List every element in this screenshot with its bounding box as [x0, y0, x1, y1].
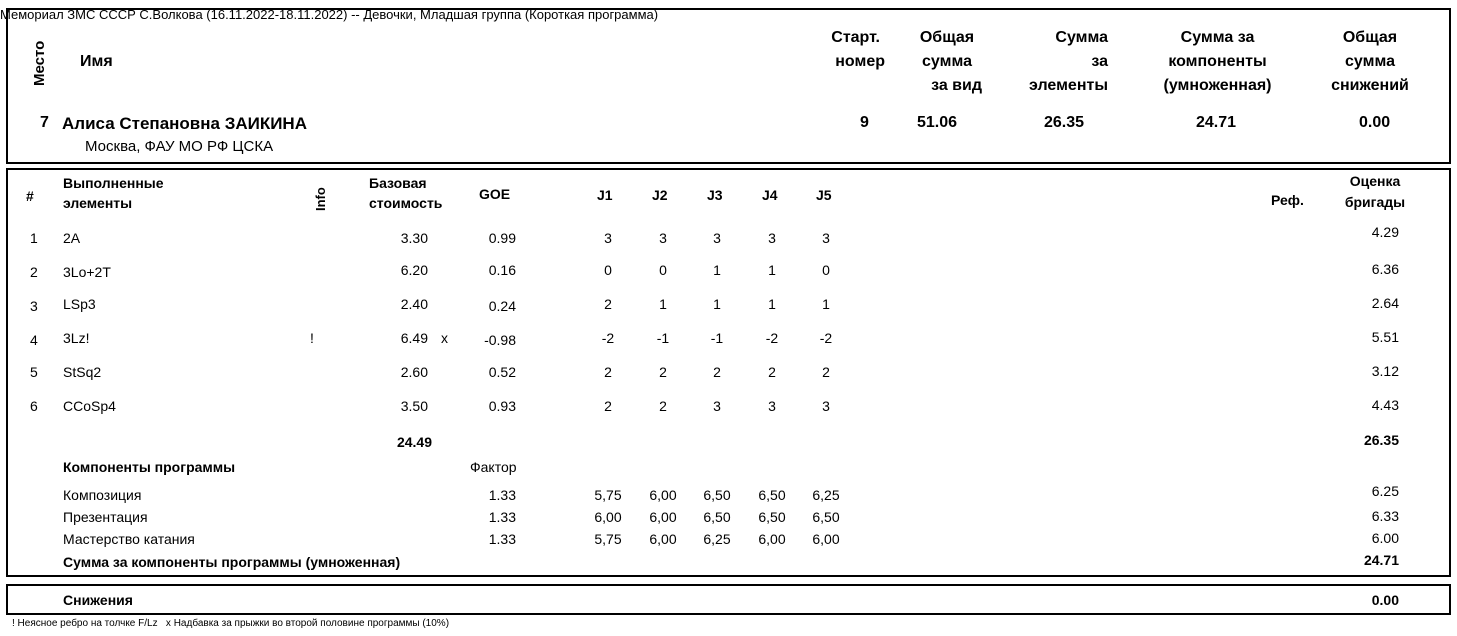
element-base: 2.60 [400, 364, 428, 380]
element-base: 3.30 [400, 230, 428, 246]
element-j3: 1 [713, 296, 721, 312]
element-j2: 1 [659, 296, 667, 312]
element-j4: 3 [768, 230, 776, 246]
component-name: Мастерство катания [63, 531, 195, 547]
element-goe: 0.24 [488, 298, 516, 314]
elements-j5-header: J5 [816, 187, 832, 203]
skater-club: Москва, ФАУ МО РФ ЦСКА [85, 138, 274, 155]
deductions-value: 0.00 [1371, 592, 1399, 608]
element-goe: 0.99 [488, 230, 516, 246]
element-goe: 0.93 [488, 398, 516, 414]
component-j1: 6,00 [594, 509, 622, 525]
element-base: 6.20 [400, 262, 428, 278]
elements-num-header: # [26, 188, 34, 204]
skater-total-score: 51.06 [917, 114, 958, 131]
col-total-header-2: сумма [922, 53, 972, 70]
component-j3: 6,50 [703, 487, 731, 503]
element-j5: 2 [822, 364, 830, 380]
element-name: 2A [63, 230, 81, 246]
element-name: LSp3 [63, 296, 96, 312]
col-components-header-1: Сумма за [1180, 29, 1255, 46]
element-base: 2.40 [400, 296, 428, 312]
component-j5: 6,50 [812, 509, 840, 525]
col-deductions-header-1: Общая [1342, 29, 1398, 46]
element-j1: -2 [601, 330, 615, 346]
element-j3: 3 [713, 398, 721, 414]
skater-elements-score: 26.35 [1044, 114, 1085, 131]
deductions-label: Снижения [63, 592, 133, 608]
component-j2: 6,00 [649, 531, 677, 547]
col-start-header-1: Старт. [831, 29, 880, 46]
elements-base-header-2: стоимость [369, 195, 443, 211]
element-j1: 3 [604, 230, 612, 246]
element-score: 3.12 [1371, 363, 1399, 379]
element-name: 3Lo+2T [63, 264, 111, 280]
skater-deductions: 0.00 [1359, 114, 1391, 131]
skater-name: Алиса Степановна ЗАИКИНА [62, 114, 307, 133]
element-score: 4.29 [1371, 224, 1399, 240]
element-score: 5.51 [1371, 329, 1399, 345]
elements-base-total: 24.49 [396, 434, 432, 450]
component-score: 6.25 [1371, 483, 1399, 499]
element-j3: -1 [710, 330, 724, 346]
component-factor: 1.33 [488, 509, 516, 525]
elements-info-header: Info [313, 187, 328, 211]
element-score: 2.64 [1371, 295, 1399, 311]
deductions-box [6, 584, 1451, 615]
element-j5: 3 [822, 230, 830, 246]
elements-goe-header: GOE [479, 186, 511, 202]
element-j3: 2 [713, 364, 721, 380]
components-total: 24.71 [1363, 552, 1399, 568]
col-elements-header-3: элементы [1029, 77, 1108, 94]
element-j2: 0 [659, 262, 667, 278]
element-j2: 2 [659, 398, 667, 414]
element-num: 5 [30, 364, 38, 380]
element-j5: 1 [822, 296, 830, 312]
component-factor: 1.33 [488, 531, 516, 547]
component-j1: 5,75 [594, 487, 622, 503]
col-components-header-2: компоненты [1168, 53, 1267, 70]
element-j4: 3 [768, 398, 776, 414]
col-total-header-3: за вид [931, 77, 982, 94]
skater-components-score: 24.71 [1196, 114, 1237, 131]
element-j4: 1 [768, 296, 776, 312]
element-j4: 1 [768, 262, 776, 278]
col-deductions-header-3: снижений [1331, 77, 1409, 94]
component-score: 6.00 [1371, 530, 1399, 546]
component-name: Презентация [63, 509, 148, 525]
element-j5: 0 [822, 262, 830, 278]
col-elements-header-1: Сумма [1055, 29, 1108, 46]
element-num: 4 [30, 332, 38, 348]
element-goe: -0.98 [484, 332, 516, 348]
element-info: ! [310, 330, 314, 346]
component-j1: 5,75 [594, 531, 622, 547]
component-j5: 6,00 [812, 531, 840, 547]
element-goe: 0.16 [488, 262, 516, 278]
elements-j1-header: J1 [597, 187, 613, 203]
element-j1: 2 [604, 398, 612, 414]
col-deductions-header-2: сумма [1345, 53, 1395, 70]
elements-base-header-1: Базовая [369, 175, 427, 191]
element-num: 2 [30, 264, 38, 280]
skater-start-number: 9 [860, 114, 869, 131]
elements-executed-header-2: элементы [63, 195, 133, 211]
footnote: ! Неясное ребро на толчке F/Lz x Надбавка за прыжки во второй половине программы (10%) [12, 618, 450, 629]
component-j4: 6,50 [758, 487, 786, 503]
element-name: StSq2 [63, 364, 102, 380]
element-j5: -2 [819, 330, 833, 346]
element-base: 6.49 [400, 330, 428, 346]
components-title: Компоненты программы [63, 459, 236, 475]
col-start-header-2: номер [835, 53, 885, 70]
element-j2: 2 [659, 364, 667, 380]
component-j4: 6,50 [758, 509, 786, 525]
element-j4: 2 [768, 364, 776, 380]
element-j1: 0 [604, 262, 612, 278]
component-j5: 6,25 [812, 487, 840, 503]
element-name: CCoSp4 [63, 398, 116, 414]
element-goe: 0.52 [488, 364, 516, 380]
element-j5: 3 [822, 398, 830, 414]
element-j4: -2 [765, 330, 779, 346]
component-score: 6.33 [1371, 508, 1399, 524]
component-name: Композиция [63, 487, 142, 503]
component-j4: 6,00 [758, 531, 786, 547]
elements-j2-header: J2 [652, 187, 668, 203]
element-bonus: x [441, 330, 448, 346]
component-factor: 1.33 [488, 487, 516, 503]
elements-executed-header-1: Выполненные [63, 175, 164, 191]
element-j3: 1 [713, 262, 721, 278]
component-j3: 6,25 [703, 531, 731, 547]
element-base: 3.50 [400, 398, 428, 414]
components-factor-header: Фактор [470, 459, 517, 475]
elements-j3-header: J3 [707, 187, 723, 203]
element-j3: 3 [713, 230, 721, 246]
element-score: 4.43 [1371, 397, 1399, 413]
element-j1: 2 [604, 364, 612, 380]
element-score: 6.36 [1371, 261, 1399, 277]
element-num: 6 [30, 398, 38, 414]
element-j1: 2 [604, 296, 612, 312]
elements-score-total: 26.35 [1363, 432, 1399, 448]
col-name-header: Имя [80, 53, 113, 70]
skater-place: 7 [40, 114, 49, 131]
col-total-header-1: Общая [919, 29, 975, 46]
elements-panel-header-2: бригады [1344, 194, 1406, 210]
components-total-label: Сумма за компоненты программы (умноженная) [63, 554, 401, 570]
component-j3: 6,50 [703, 509, 731, 525]
element-name: 3Lz! [63, 330, 90, 346]
col-components-header-3: (умноженная) [1163, 77, 1272, 94]
elements-j4-header: J4 [762, 187, 778, 203]
elements-ref-header: Реф. [1271, 192, 1304, 208]
event-title: Мемориал ЗМС СССР С.Волкова (16.11.2022-18.11.2022) -- Девочки, Младшая группа (Короткая программа) [0, 7, 659, 22]
element-j2: 3 [659, 230, 667, 246]
element-num: 1 [30, 230, 38, 246]
elements-panel-header-1: Оценка [1349, 173, 1401, 189]
element-j2: -1 [656, 330, 670, 346]
col-elements-header-2: за [1091, 53, 1108, 70]
component-j2: 6,00 [649, 487, 677, 503]
element-num: 3 [30, 298, 38, 314]
col-place-header: Место [31, 40, 48, 86]
component-j2: 6,00 [649, 509, 677, 525]
